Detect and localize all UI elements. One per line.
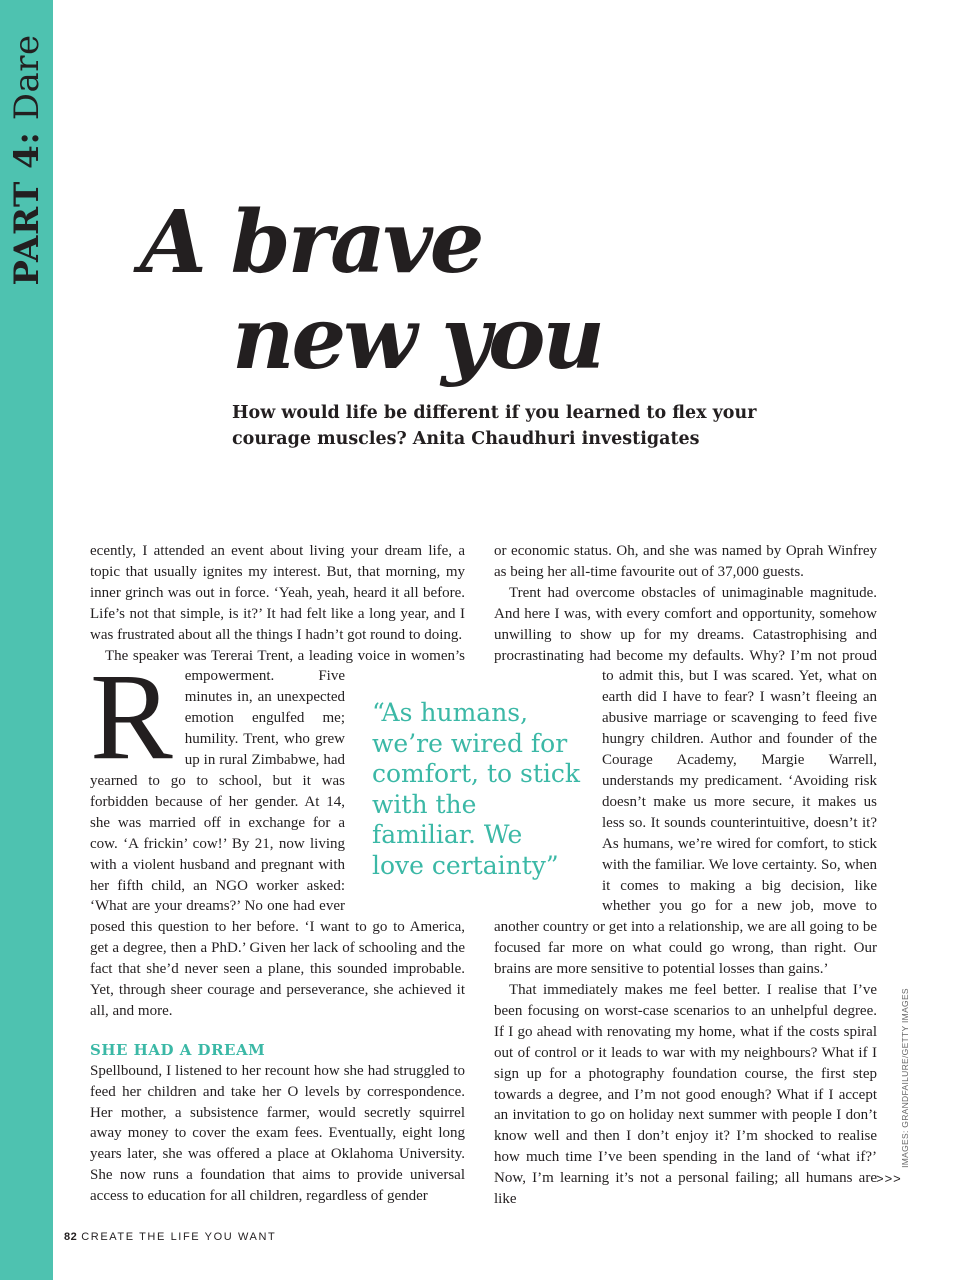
continue-arrow: >>> bbox=[876, 1171, 902, 1186]
section-label bbox=[7, 34, 47, 285]
page-footer bbox=[64, 1231, 276, 1243]
body-paragraph: Spellbound, I listened to her recount how she had struggled to feed her children and take her O levels by correspondence. Her mother, a subsistence farmer, would secretly squirrel away money to cover the exam fees. Eventually, eight long years later, she was offered a place at Oklahoma University. She now runs a foundation that aims to provide universal access to education for all children, regardless of gender bbox=[90, 1062, 465, 1205]
pull-quote: “As humans, we’re wired for comfort, to stick with the familiar. We love certainty” bbox=[372, 698, 581, 880]
body-paragraph: The speaker was Tererai Trent, a leading voice in women’s empowerment. Five minutes in, an unexpected emotion engulfed me; humility. Trent, who grew up in rural Zimbabwe, had yearned to go to school, but it was forbidden because of her gender. At 14, she was married off in exchange for a cow. ‘A frickin’ cow!’ By 21, now living with a violent husband and pregnant with her fifth child, an NGO worker asked: ‘What are your dreams?’ No one had ever posed this question to her before. ‘I want to go to America, get a degree, then a PhD.’ Given her lack of schooling and the fact that she’d never seen a plane, this sounded improbable. Yet, through sheer courage and perseverance, she achieved it all, and more. bbox=[90, 647, 465, 1019]
subheading: SHE HAD A DREAM bbox=[90, 1040, 266, 1059]
drop-cap: R bbox=[90, 648, 173, 785]
page-number: 82 bbox=[64, 1231, 78, 1243]
body-paragraph: Trent had overcome obstacles of unimaginable magnitude. And here I was, with every comfort and opportunity, somehow unwilling to show up for my dreams. Catastrophising and procrastinating had become my defaults. Why? I’m not proud to admit this, but I was scared. Yet, what on earth did I have to fear? I wasn’t fleeing an abusive marriage or scavenging to feed five hungry children. Author and founder of the Courage Academy, Margie Warrell, understands my predicament. ‘Avoiding risk doesn’t make us more secure, it makes us less so. It sounds counterintuitive, doesn’t it? As humans, we’re wired for comfort, to stick with the familiar. We love certainty. So, when it comes to making a big decision, like whether you go for a new job, move to another country or get into a relationship, we are all going to be focused far more on what could go wrong, than right. Our brains are more sensitive to potential losses than gains.’ bbox=[494, 584, 877, 978]
body-paragraph: That immediately makes me feel better. I realise that I’ve been focusing on worst-case scenarios to an unhelpful degree. If I go ahead with renovating my home, what if the costs spiral out of control or it leads to war with my neighbours? What if I sign up for a photography foundation course, the first step towards a degree, and I’m not good enough? What if I accept an invitation to go on holiday next summer with people I don’t know well and then I don’t enjoy it? I’m shocked to realise how much time I’ve been spending in the land of ‘what if?’ Now, I’m learning it’s not a personal failing; all humans are like bbox=[494, 982, 877, 1208]
standfirst: How would life be different if you learned to flex your courage muscles? Anita Chaudhuri investigates bbox=[232, 403, 757, 449]
section-name: Dare bbox=[7, 34, 47, 121]
section-part: PART 4: bbox=[7, 131, 47, 286]
body-paragraph: ecently, I attended an event about living your dream life, a topic that usually ignites my interest. But, that morning, my inner grinch was out in force. ‘Yeah, yeah, heard it all before. Life’s not that simple, is it?’ It had felt like a long year, and I was frustrated about all the things I hadn’t got round to doing. bbox=[90, 543, 465, 643]
body-paragraph: or economic status. Oh, and she was named by Oprah Winfrey as being her all-time favourite out of 37,000 guests. bbox=[494, 543, 877, 580]
image-credit: IMAGES: GRANDFAILURE/GETTY IMAGES bbox=[900, 988, 910, 1168]
headline-line-1: A brave bbox=[140, 192, 482, 293]
magazine-name: CREATE THE LIFE YOU WANT bbox=[81, 1231, 277, 1243]
headline-line-2: new you bbox=[232, 288, 603, 389]
